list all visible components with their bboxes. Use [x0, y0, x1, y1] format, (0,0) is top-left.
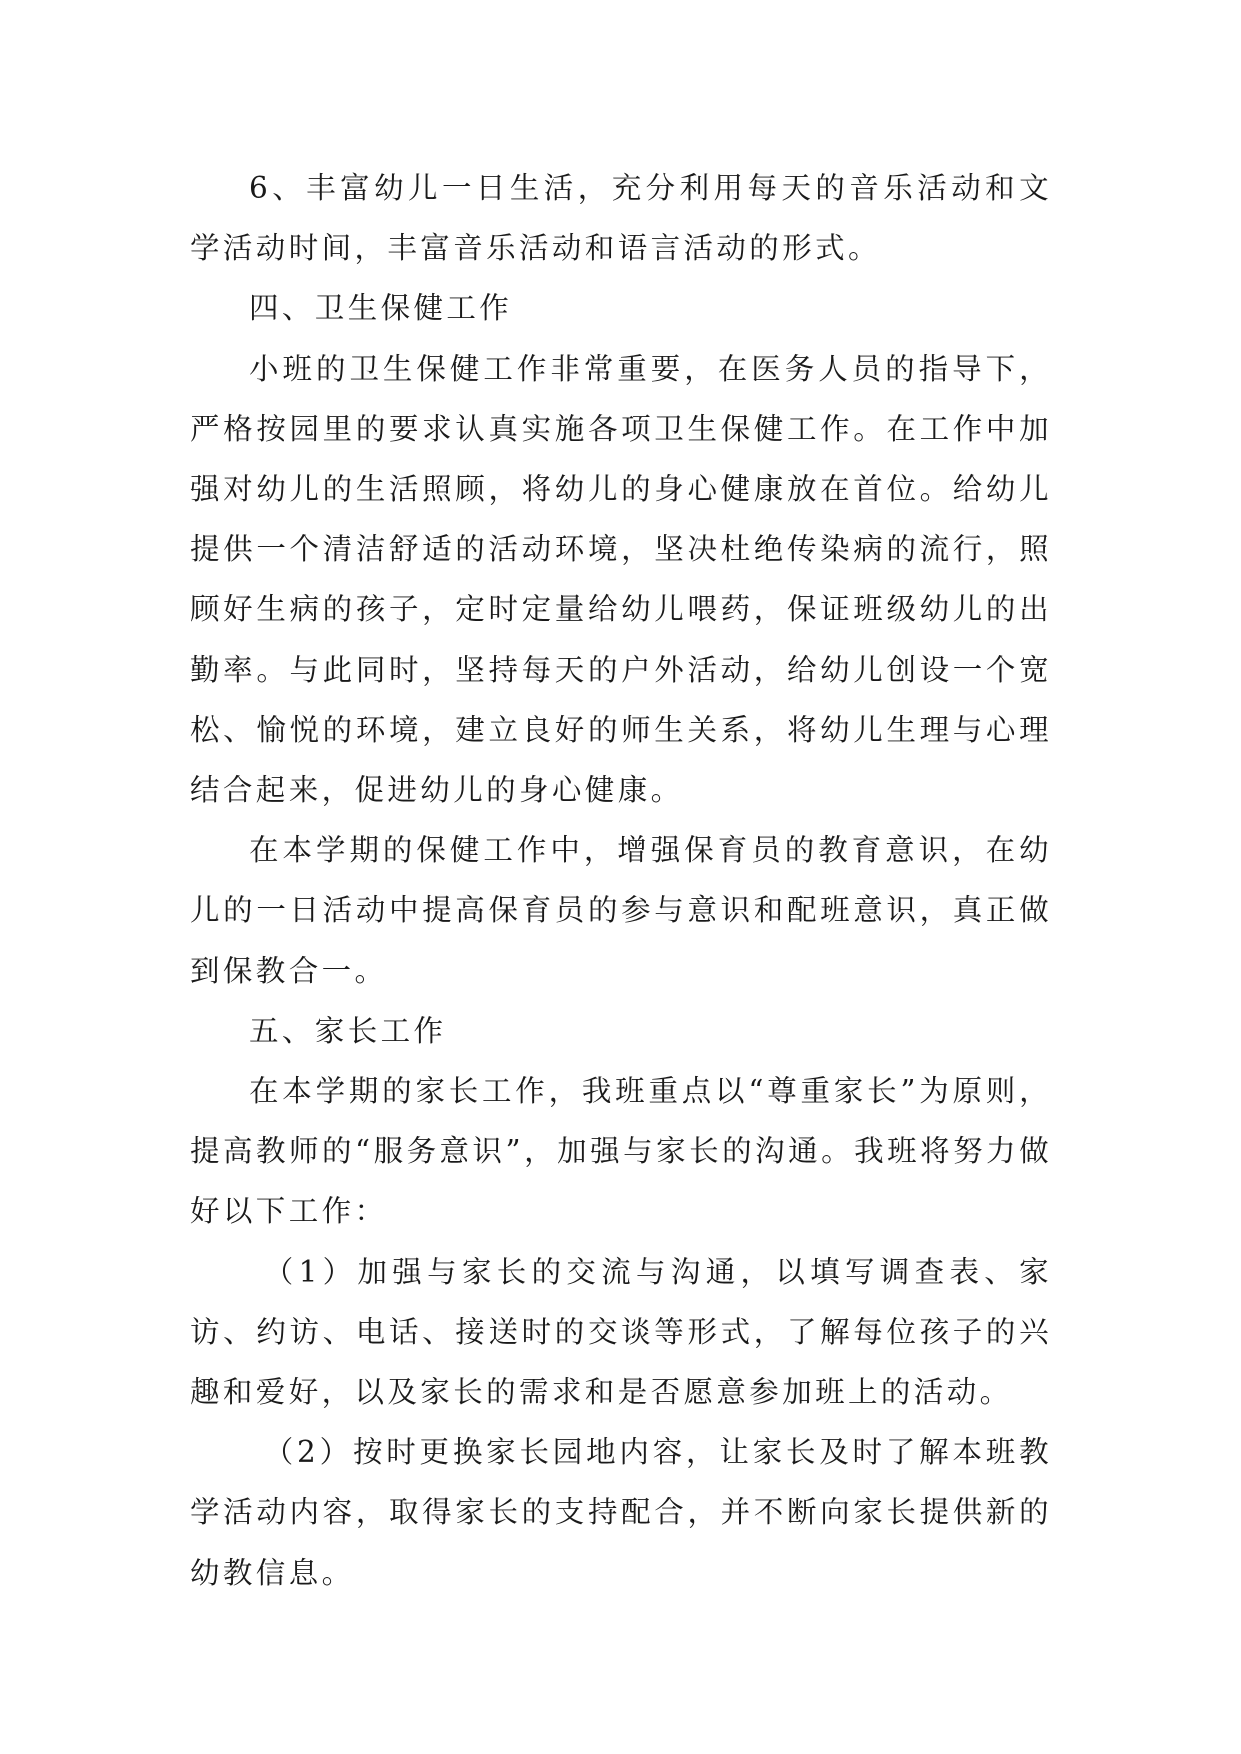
paragraph-caregiver-awareness: 在本学期的保健工作中，增强保育员的教育意识，在幼儿的一日活动中提高保育员的参与意识和配班意识，真正做到保教合一。 [190, 833, 1052, 988]
paragraph-parent-communication: （1）加强与家长的交流与沟通，以填写调查表、家访、约访、电话、接送时的交谈等形式，了解每位孩子的兴趣和爱好，以及家长的需求和是否愿意参加班上的活动。 [190, 1254, 1052, 1410]
paragraph-parent-work-intro: 在本学期的家长工作，我班重点以“尊重家长”为原则，提高教师的“服务意识”，加强与家长的沟通。我班将努力做好以下工作： [190, 1074, 1052, 1229]
paragraph-parent-garden: （2）按时更换家长园地内容，让家长及时了解本班教学活动内容，取得家长的支持配合，并不断向家长提供新的幼教信息。 [190, 1435, 1052, 1590]
section-heading-parent-work: 五、家长工作 [249, 1013, 447, 1048]
section-heading-health-care: 四、卫生保健工作 [249, 291, 513, 326]
paragraph-enrich-daily-life: 6、丰富幼儿一日生活，充分利用每天的音乐活动和文学活动时间，丰富音乐活动和语言活动的形式。 [190, 171, 1052, 266]
paragraph-health-care-work: 小班的卫生保健工作非常重要，在医务人员的指导下，严格按园里的要求认真实施各项卫生保健工作。在工作中加强对幼儿的生活照顾，将幼儿的身心健康放在首位。给幼儿提供一个清洁舒适的活动环境，坚决杜绝传染病的流行，照顾好生病的孩子，定时定量给幼儿喂药，保证班级幼儿的出勤率。与此同时，坚持每天的户外活动，给幼儿创设一个宽松、愉悦的环境，建立良好的师生关系，将幼儿生理与心理结合起来，促进幼儿的身心健康。 [190, 351, 1052, 808]
document-body [190, 158, 1052, 1603]
